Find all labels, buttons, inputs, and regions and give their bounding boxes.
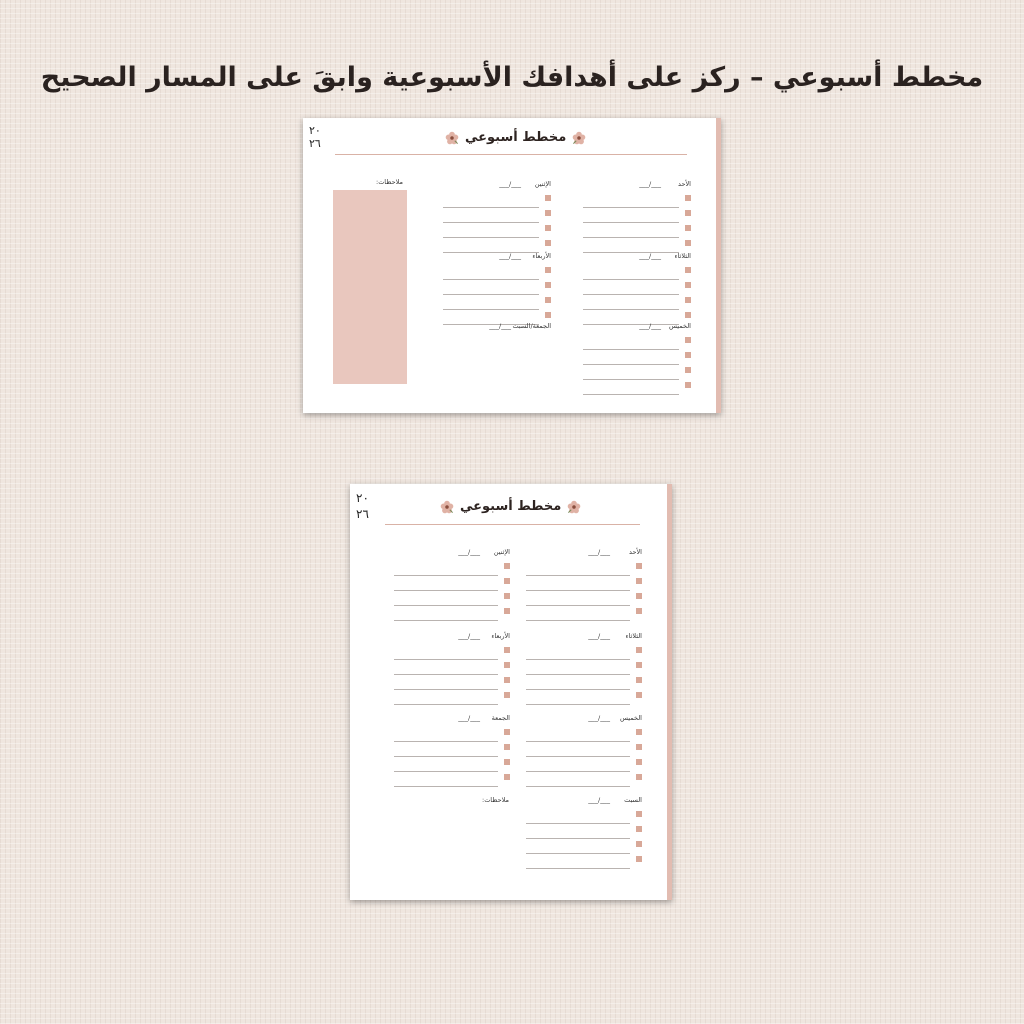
date-blank[interactable]: ___/___ [489, 322, 511, 330]
task-line[interactable] [583, 222, 679, 223]
task-line[interactable] [443, 279, 539, 280]
task-row [443, 266, 551, 281]
day-header [394, 548, 510, 558]
task-line[interactable] [526, 689, 630, 690]
task-row [526, 825, 642, 840]
day-block [443, 180, 551, 254]
date-blank[interactable]: ___/___ [639, 180, 661, 188]
task-line[interactable] [394, 771, 498, 772]
task-line[interactable] [526, 838, 630, 839]
task-row [526, 743, 642, 758]
day-block [443, 322, 551, 396]
page-edge-accent [667, 484, 672, 900]
day-header [526, 548, 642, 558]
task-checkbox[interactable] [685, 382, 691, 388]
planner-title [445, 130, 586, 145]
task-row [394, 577, 510, 592]
task-line[interactable] [394, 590, 498, 591]
task-row [526, 691, 642, 706]
task-line[interactable] [526, 575, 630, 576]
task-line[interactable] [526, 823, 630, 824]
date-blank[interactable]: ___/___ [588, 632, 610, 640]
year-bottom: ٢٦ [309, 137, 321, 150]
day-header [443, 322, 551, 332]
day-header [526, 632, 642, 642]
task-line[interactable] [526, 659, 630, 660]
task-checkbox[interactable] [685, 312, 691, 318]
day-header [394, 714, 510, 724]
date-blank[interactable]: ___/___ [588, 548, 610, 556]
day-name: السبت [624, 796, 642, 804]
date-blank[interactable]: ___/___ [458, 714, 480, 722]
day-name: الإثنين [493, 548, 510, 556]
task-line[interactable] [526, 590, 630, 591]
day-block [394, 632, 510, 706]
date-blank[interactable]: ___/___ [499, 180, 521, 188]
task-line[interactable] [526, 868, 630, 869]
day-name: الأحد [678, 180, 691, 188]
task-checkbox[interactable] [504, 563, 510, 569]
task-row [526, 661, 642, 676]
flower-icon [440, 500, 454, 514]
task-checkbox[interactable] [685, 352, 691, 358]
task-checkbox[interactable] [545, 225, 551, 231]
task-checkbox[interactable] [685, 240, 691, 246]
day-header [526, 714, 642, 724]
task-row [394, 743, 510, 758]
task-checkbox[interactable] [685, 195, 691, 201]
task-row [526, 676, 642, 691]
task-line[interactable] [394, 575, 498, 576]
date-blank[interactable]: ___/___ [499, 252, 521, 260]
task-checkbox[interactable] [636, 593, 642, 599]
task-row [526, 840, 642, 855]
task-checkbox[interactable] [504, 729, 510, 735]
date-blank[interactable]: ___/___ [639, 322, 661, 330]
day-header [526, 796, 642, 806]
task-checkbox[interactable] [504, 692, 510, 698]
task-line[interactable] [443, 294, 539, 295]
day-name: الأحد [629, 548, 642, 556]
day-name: الثلاثاء [625, 632, 642, 640]
day-name: الخميس [669, 322, 691, 330]
task-row [394, 562, 510, 577]
task-row [526, 758, 642, 773]
task-line[interactable] [583, 207, 679, 208]
task-checkbox[interactable] [545, 297, 551, 303]
task-line[interactable] [526, 620, 630, 621]
task-checkbox[interactable] [636, 744, 642, 750]
task-line[interactable] [394, 620, 498, 621]
task-line[interactable] [583, 279, 679, 280]
task-row [583, 366, 691, 381]
flower-icon [567, 500, 581, 514]
task-checkbox[interactable] [685, 337, 691, 343]
task-row [394, 592, 510, 607]
task-line[interactable] [526, 741, 630, 742]
year-top: ٢٠ [309, 124, 321, 137]
task-row [583, 209, 691, 224]
task-checkbox[interactable] [636, 856, 642, 862]
task-checkbox[interactable] [685, 225, 691, 231]
task-checkbox[interactable] [504, 662, 510, 668]
task-row [526, 592, 642, 607]
task-checkbox[interactable] [636, 578, 642, 584]
notes-label: ملاحظات: [482, 796, 509, 804]
day-block [526, 632, 642, 706]
date-blank[interactable]: ___/___ [588, 796, 610, 804]
planner-title-text: مخطط أسبوعي [460, 499, 562, 514]
task-checkbox[interactable] [636, 826, 642, 832]
task-line[interactable] [443, 309, 539, 310]
day-name: الأربعاء [491, 632, 510, 640]
day-header [583, 252, 691, 262]
day-header [394, 632, 510, 642]
task-checkbox[interactable] [504, 647, 510, 653]
task-line[interactable] [394, 674, 498, 675]
day-block [526, 796, 642, 870]
day-block [394, 714, 510, 788]
day-header [583, 180, 691, 190]
task-line[interactable] [394, 786, 498, 787]
task-row [526, 728, 642, 743]
task-checkbox[interactable] [636, 841, 642, 847]
day-header [443, 180, 551, 190]
task-row [526, 773, 642, 788]
task-row [583, 194, 691, 209]
day-header [443, 252, 551, 262]
task-checkbox[interactable] [636, 729, 642, 735]
portrait-planner-page [350, 484, 672, 900]
date-blank[interactable]: ___/___ [458, 548, 480, 556]
day-block [526, 714, 642, 788]
task-checkbox[interactable] [504, 578, 510, 584]
task-row [443, 296, 551, 311]
task-line[interactable] [583, 394, 679, 395]
task-checkbox[interactable] [504, 677, 510, 683]
day-block [583, 252, 691, 326]
task-row [526, 855, 642, 870]
task-line[interactable] [526, 605, 630, 606]
task-row [394, 691, 510, 706]
day-name: الخميس [620, 714, 642, 722]
headline: مخطط أسبوعي – ركز على أهدافك الأسبوعية وابقَ على المسار الصحيح [40, 62, 984, 93]
task-line[interactable] [583, 237, 679, 238]
landscape-planner-page [303, 118, 721, 413]
task-row [583, 336, 691, 351]
task-checkbox[interactable] [636, 677, 642, 683]
task-checkbox[interactable] [545, 312, 551, 318]
date-blank[interactable]: ___/___ [588, 714, 610, 722]
task-checkbox[interactable] [545, 282, 551, 288]
task-row [443, 281, 551, 296]
day-block [443, 252, 551, 326]
task-row [443, 194, 551, 209]
task-line[interactable] [394, 659, 498, 660]
task-row [394, 676, 510, 691]
year-label [309, 124, 321, 150]
task-row [583, 266, 691, 281]
notes-box[interactable] [333, 190, 407, 384]
task-checkbox[interactable] [685, 210, 691, 216]
year-label [356, 490, 369, 522]
planner-title [440, 499, 581, 514]
task-line[interactable] [526, 704, 630, 705]
day-header [583, 322, 691, 332]
planner-title-text: مخطط أسبوعي [465, 130, 567, 145]
task-row [583, 351, 691, 366]
task-checkbox[interactable] [636, 608, 642, 614]
day-block [583, 180, 691, 254]
task-row [583, 296, 691, 311]
task-row [583, 281, 691, 296]
task-line[interactable] [526, 853, 630, 854]
task-checkbox[interactable] [636, 759, 642, 765]
task-row [394, 728, 510, 743]
day-name: الثلاثاء [674, 252, 691, 260]
task-checkbox[interactable] [545, 210, 551, 216]
date-blank[interactable]: ___/___ [639, 252, 661, 260]
notes-label: ملاحظات: [376, 178, 403, 186]
task-row [583, 224, 691, 239]
task-row [526, 577, 642, 592]
task-line[interactable] [394, 756, 498, 757]
task-line[interactable] [583, 379, 679, 380]
day-block [394, 548, 510, 622]
task-line[interactable] [583, 309, 679, 310]
flower-icon [445, 131, 459, 145]
day-name: الجمعة/السبت [512, 322, 551, 330]
day-name: الإثنين [534, 180, 551, 188]
task-row [526, 810, 642, 825]
task-row [443, 224, 551, 239]
task-checkbox[interactable] [636, 774, 642, 780]
task-checkbox[interactable] [504, 759, 510, 765]
task-line[interactable] [583, 349, 679, 350]
task-line[interactable] [526, 674, 630, 675]
task-checkbox[interactable] [504, 774, 510, 780]
day-name: الأربعاء [532, 252, 551, 260]
task-checkbox[interactable] [636, 811, 642, 817]
task-checkbox[interactable] [504, 744, 510, 750]
task-line[interactable] [583, 364, 679, 365]
task-row [394, 661, 510, 676]
task-checkbox[interactable] [685, 297, 691, 303]
task-line[interactable] [443, 222, 539, 223]
task-row [394, 646, 510, 661]
task-line[interactable] [583, 294, 679, 295]
task-line[interactable] [394, 704, 498, 705]
day-block [526, 548, 642, 622]
task-checkbox[interactable] [504, 608, 510, 614]
task-row [394, 758, 510, 773]
date-blank[interactable]: ___/___ [458, 632, 480, 640]
flower-icon [572, 131, 586, 145]
task-checkbox[interactable] [685, 267, 691, 273]
title-underline [335, 154, 687, 155]
task-checkbox[interactable] [636, 662, 642, 668]
task-checkbox[interactable] [685, 282, 691, 288]
task-row [394, 773, 510, 788]
task-line[interactable] [526, 786, 630, 787]
task-checkbox[interactable] [636, 563, 642, 569]
task-checkbox[interactable] [504, 593, 510, 599]
task-line[interactable] [394, 689, 498, 690]
task-checkbox[interactable] [545, 195, 551, 201]
year-top: ٢٠ [356, 491, 369, 505]
title-underline [385, 524, 640, 525]
task-row [394, 607, 510, 622]
task-checkbox[interactable] [545, 240, 551, 246]
task-checkbox[interactable] [636, 647, 642, 653]
task-row [583, 381, 691, 396]
task-line[interactable] [394, 605, 498, 606]
task-checkbox[interactable] [685, 367, 691, 373]
task-line[interactable] [526, 756, 630, 757]
task-line[interactable] [526, 771, 630, 772]
year-bottom: ٢٦ [356, 507, 369, 521]
task-checkbox[interactable] [545, 267, 551, 273]
task-line[interactable] [443, 207, 539, 208]
task-line[interactable] [443, 237, 539, 238]
day-name: الجمعة [491, 714, 510, 722]
day-block [583, 322, 691, 396]
task-row [443, 209, 551, 224]
page-edge-accent [716, 118, 721, 413]
task-line[interactable] [394, 741, 498, 742]
task-row [526, 607, 642, 622]
task-row [526, 562, 642, 577]
task-row [526, 646, 642, 661]
task-checkbox[interactable] [636, 692, 642, 698]
